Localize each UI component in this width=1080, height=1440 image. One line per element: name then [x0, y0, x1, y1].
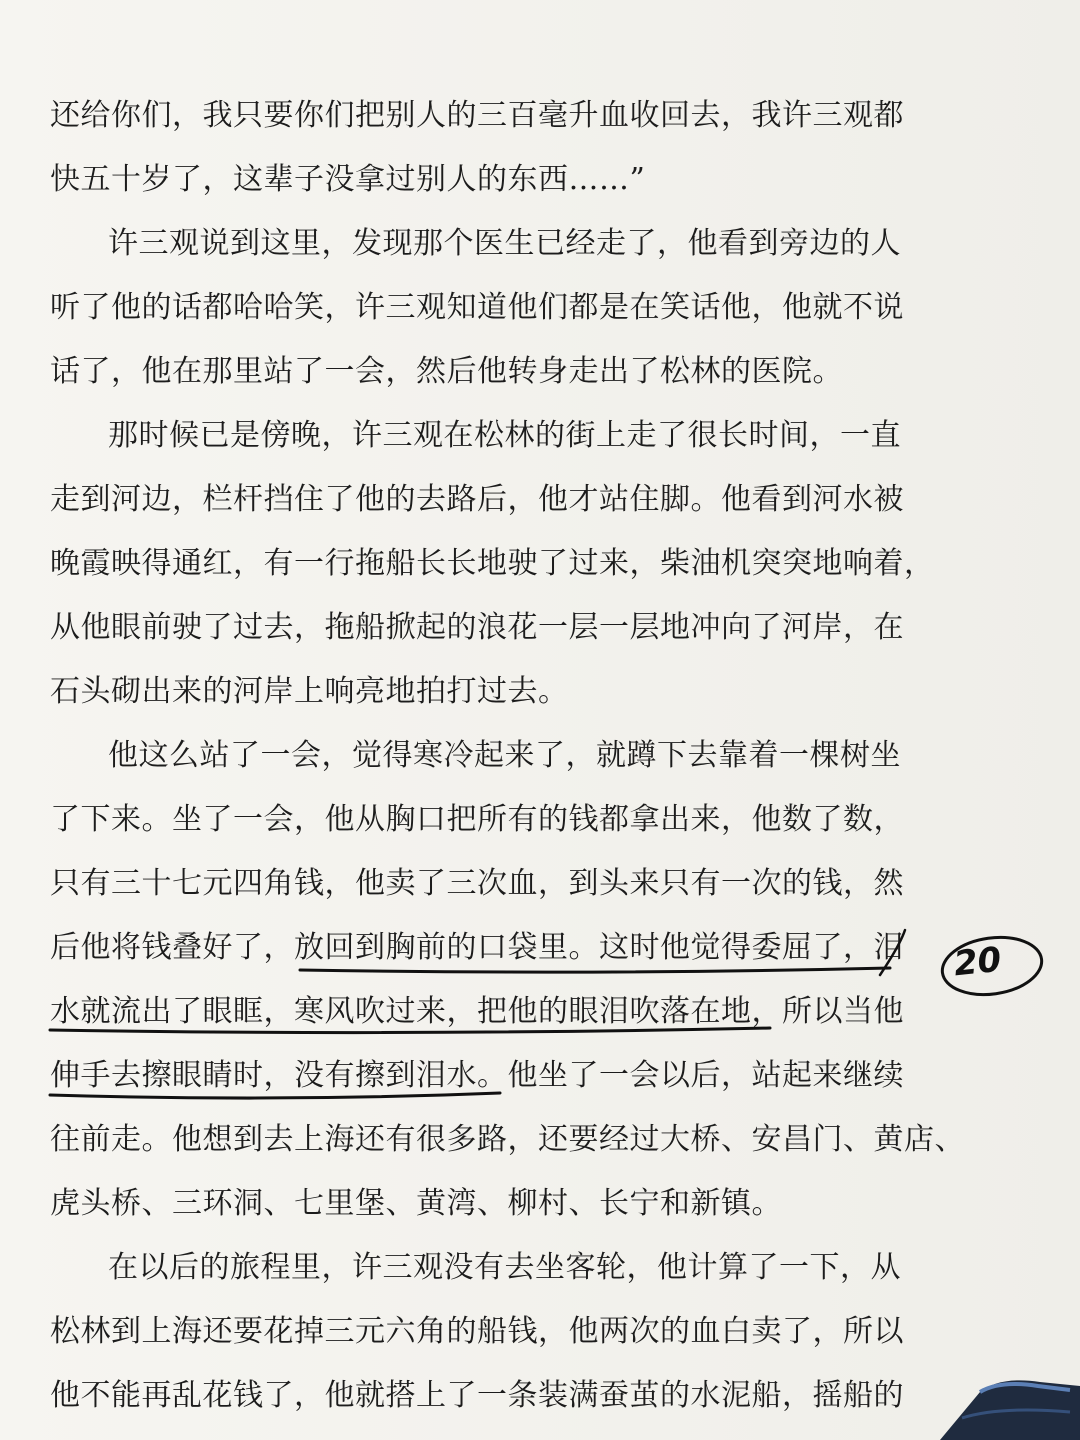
text-line-1: 还给你们，我只要你们把别人的三百毫升血收回去，我许三观都 — [50, 98, 904, 133]
text-line-17: 往前走。他想到去上海还有很多路，还要经过大桥、安昌门、黄店、 — [50, 1122, 965, 1157]
text-line-21: 他不能再乱花钱了，他就搭上了一条装满蚕茧的水泥船，摇船的 — [50, 1378, 904, 1413]
text-line-10: 石头砌出来的河岸上响亮地拍打过去。 — [50, 674, 569, 709]
text-segment: 后他将钱叠好了， — [50, 930, 294, 965]
text-line-18: 虎头桥、三环洞、七里堡、黄湾、柳村、长宁和新镇。 — [50, 1186, 782, 1221]
text-line-2: 快五十岁了，这辈子没拿过别人的东西……” — [50, 162, 646, 197]
text-line-4: 听了他的话都哈哈笑，许三观知道他们都是在笑话他，他就不说 — [50, 290, 904, 325]
text-line-13: 只有三十七元四角钱，他卖了三次血，到头来只有一次的钱，然 — [50, 866, 904, 901]
text-line-5: 话了，他在那里站了一会，然后他转身走出了松林的医院。 — [50, 354, 843, 389]
handwritten-page-number: 20 — [952, 939, 1004, 985]
underlined-line-2 — [50, 992, 904, 1032]
pen-cap-icon — [920, 1372, 1080, 1440]
paragraph-start-line: 许三观说到这里，发现那个医生已经走了，他看到旁边的人 — [108, 226, 901, 261]
handwritten-underlined-text: 放回到胸前的口袋里。这时他觉得委屈了，泪 — [294, 930, 904, 965]
text-line-20: 松林到上海还要花掉三元六角的船钱，他两次的血白卖了，所以 — [50, 1314, 904, 1349]
text-line-9: 从他眼前驶了过去，拖船掀起的浪花一层一层地冲向了河岸，在 — [50, 610, 904, 645]
pen-underline-1 — [300, 968, 890, 972]
underlined-line-1 — [50, 928, 904, 968]
paragraph-start-line: 那时候已是傍晚，许三观在松林的街上走了很长时间，一直 — [108, 418, 901, 453]
text-segment: 。他坐了一会以后，站起来继续 — [477, 1058, 904, 1093]
text-line-7: 走到河边，栏杆挡住了他的去路后，他才站住脚。他看到河水被 — [50, 482, 904, 517]
text-line-8: 晚霞映得通红，有一行拖船长长地驶了过来，柴油机突突地响着， — [50, 546, 935, 581]
paragraph-start-line: 他这么站了一会，觉得寒冷起来了，就蹲下去靠着一棵树坐 — [108, 738, 901, 773]
text-segment: ，所以当他 — [751, 994, 904, 1029]
text-line-12: 了下来。坐了一会，他从胸口把所有的钱都拿出来，他数了数， — [50, 802, 904, 837]
underlined-line-3 — [50, 1056, 904, 1096]
handwritten-underlined-text: 水就流出了眼眶，寒风吹过来，把他的眼泪吹落在地 — [50, 994, 752, 1029]
handwritten-underlined-text: 伸手去擦眼睛时，没有擦到泪水 — [50, 1058, 477, 1093]
paragraph-start-line: 在以后的旅程里，许三观没有去坐客轮，他计算了一下，从 — [108, 1250, 901, 1285]
